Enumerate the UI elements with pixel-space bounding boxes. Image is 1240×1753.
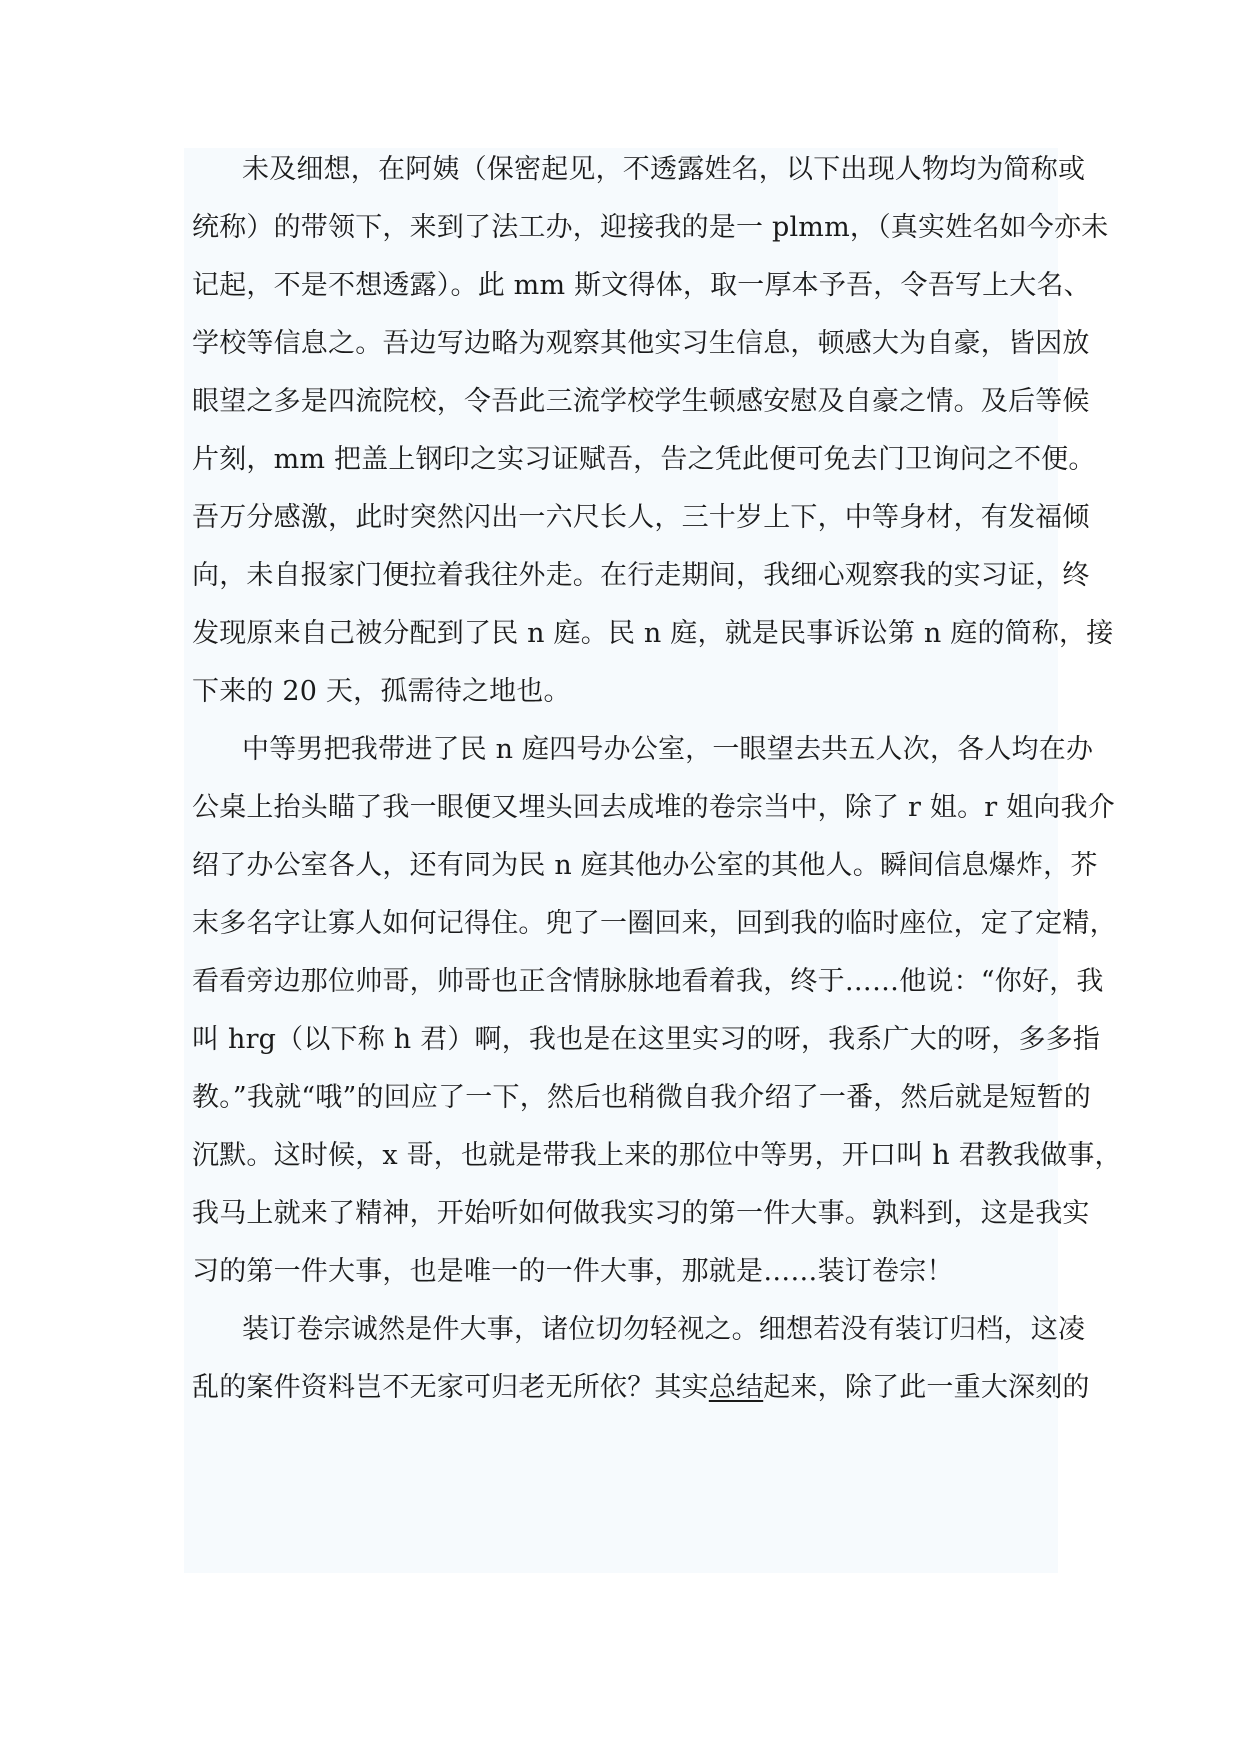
text-line: 看看旁边那位帅哥，帅哥也正含情脉脉地看着我，终于……他说：“你好，我: [192, 966, 1104, 997]
text-segment: 起来，除了此一重大深刻的: [763, 1372, 1090, 1403]
summary-link[interactable]: 总结: [708, 1372, 764, 1403]
text-line: 末多名字让寡人如何记得住。兜了一圈回来，回到我的临时座位，定了定精，: [192, 908, 1117, 939]
text-line: 眼望之多是四流院校，令吾此三流学校学生顿感安慰及自豪之情。及后等候: [192, 386, 1090, 417]
text-line: 绍了办公室各人，还有同为民 n 庭其他办公室的其他人。瞬间信息爆炸，芥: [192, 850, 1098, 881]
text-line: 公桌上抬头瞄了我一眼便又埋头回去成堆的卷宗当中，除了 r 姐。r 姐向我介: [192, 792, 1115, 823]
text-line: [192, 1366, 1090, 1410]
text-line: 未及细想，在阿姨（保密起见，不透露姓名，以下出现人物均为简称或: [242, 154, 1086, 185]
text-block: [184, 148, 1122, 1573]
text-line: 装订卷宗诚然是件大事，诸位切勿轻视之。细想若没有装订归档，这凌: [242, 1314, 1086, 1345]
text-segment: 乱的案件资料岂不无家可归老无所依？其实: [192, 1372, 709, 1403]
text-line: 叫 hrg（以下称 h 君）啊，我也是在这里实习的呀，我系广大的呀，多多指: [192, 1024, 1101, 1055]
text-line: 下来的 20 天，孤需待之地也。: [192, 676, 571, 707]
text-line: 统称）的带领下，来到了法工办，迎接我的是一 plmm，（真实姓名如今亦未: [192, 212, 1109, 243]
text-line: 我马上就来了精神，开始听如何做我实习的第一件大事。孰料到，这是我实: [192, 1198, 1090, 1229]
text-line: 中等男把我带进了民 n 庭四号办公室，一眼望去共五人次，各人均在办: [242, 734, 1094, 765]
text-line: 片刻，mm 把盖上钢印之实习证赋吾，告之凭此便可免去门卫询问之不便。: [192, 444, 1096, 475]
text-line: 沉默。这时候，x 哥，也就是带我上来的那位中等男，开口叫 h 君教我做事，: [192, 1140, 1122, 1171]
text-line: 发现原来自己被分配到了民 n 庭。民 n 庭，就是民事诉讼第 n 庭的简称，接: [192, 618, 1114, 649]
text-line: 吾万分感激，此时突然闪出一六尺长人，三十岁上下，中等身材，有发福倾: [192, 502, 1090, 533]
text-line: 向，未自报家门便拉着我往外走。在行走期间，我细心观察我的实习证，终: [192, 560, 1090, 591]
text-line: 教。”我就“哦”的回应了一下，然后也稍微自我介绍了一番，然后就是短暂的: [192, 1082, 1091, 1113]
text-line: 学校等信息之。吾边写边略为观察其他实习生信息，顿感大为自豪，皆因放: [192, 328, 1090, 359]
text-line: 习的第一件大事，也是唯一的一件大事，那就是……装订卷宗！: [192, 1256, 954, 1287]
text-line: 记起，不是不想透露）。此 mm 斯文得体，取一厚本予吾，令吾写上大名、: [192, 270, 1091, 301]
